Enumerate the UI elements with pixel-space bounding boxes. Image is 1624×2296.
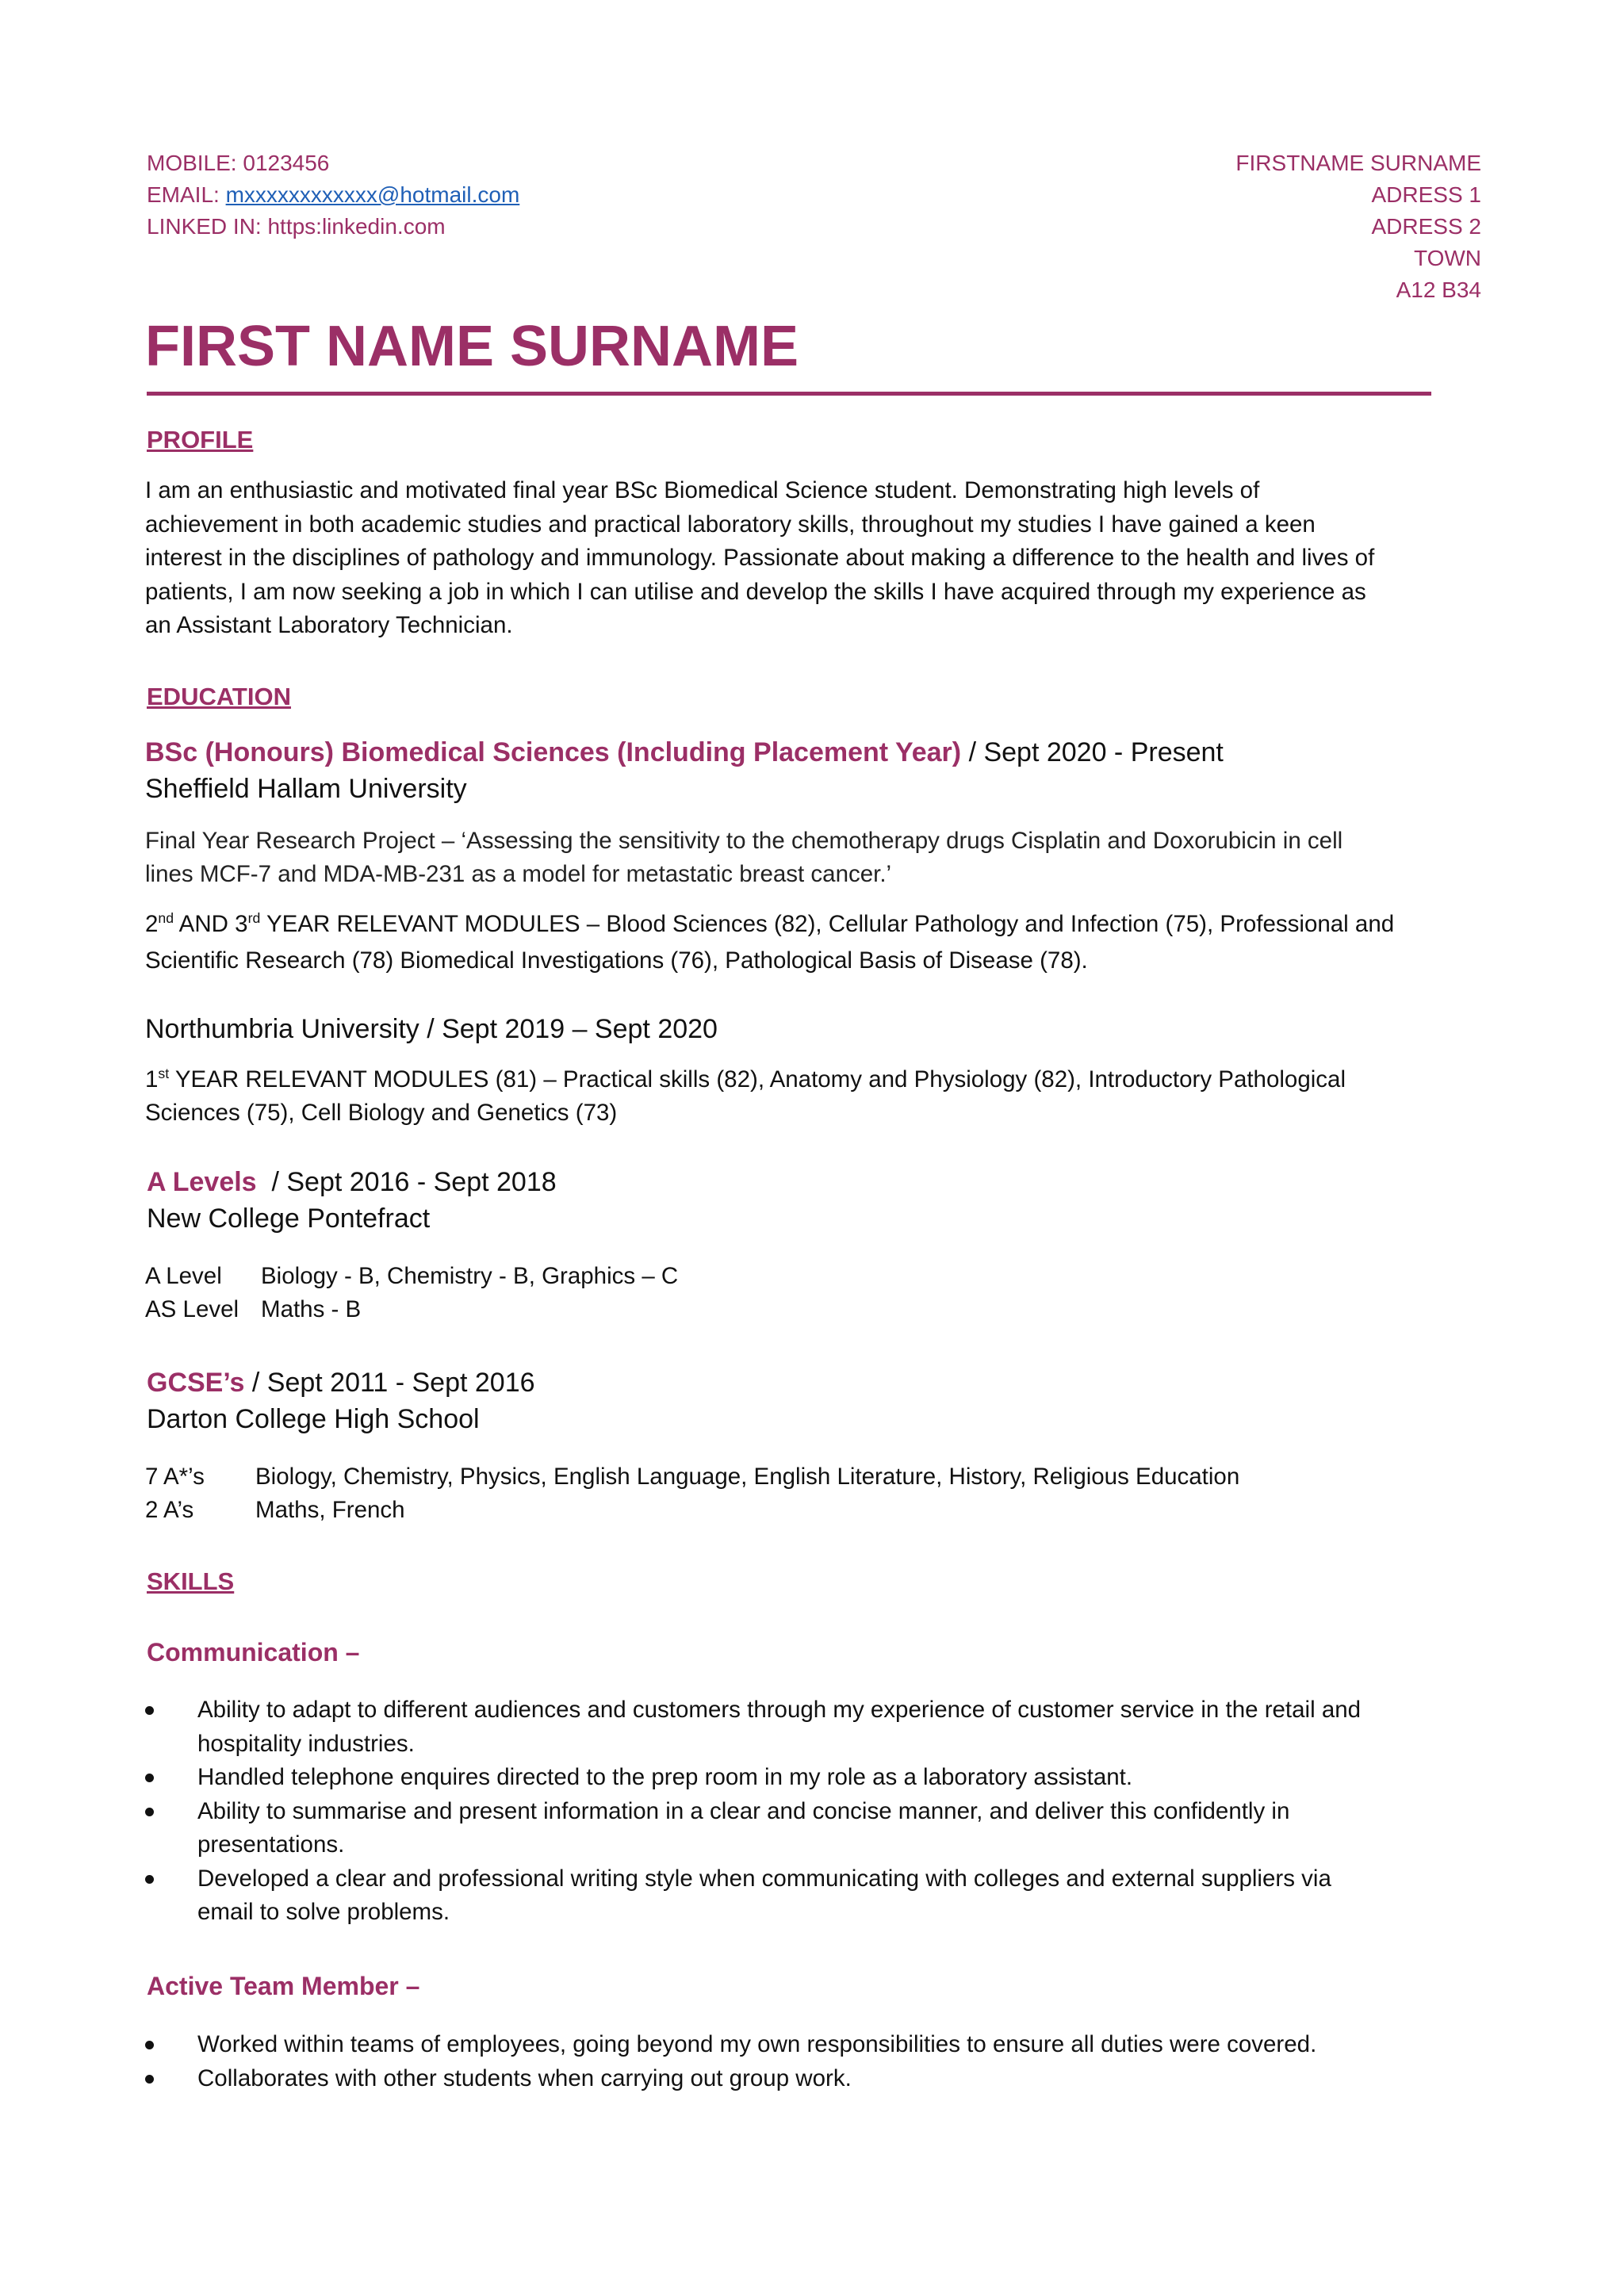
- list-item-text: hospitality industries.: [197, 1730, 415, 1757]
- list-item-text: Handled telephone enquires directed to the prep room in my role as a laboratory assistant.: [197, 1764, 1133, 1790]
- profile-line: I am an enthusiastic and motivated final year BSc Biomedical Science student. Demonstrating high levels of: [145, 477, 1260, 503]
- team-member-list: [145, 2028, 1493, 2095]
- modules-year-num: AND 3: [174, 911, 248, 937]
- list-item: [145, 2062, 1493, 2096]
- degree-title: [145, 734, 1224, 771]
- list-item-text: Collaborates with other students when carrying out group work.: [197, 2064, 852, 2091]
- skills-heading: SKILLS: [147, 1567, 235, 1595]
- bullet-icon: [145, 1706, 154, 1715]
- grade-row: [145, 1293, 362, 1326]
- contact-details: [147, 147, 519, 243]
- profile-text: [145, 474, 1493, 643]
- first-year-modules: [145, 1063, 1493, 1130]
- profile-line: an Assistant Laboratory Technician.: [145, 612, 513, 638]
- list-item-text: presentations.: [197, 1831, 345, 1858]
- team-member-subheading: Active Team Member –: [147, 1972, 420, 2000]
- degree-institution: Sheffield Hallam University: [145, 774, 467, 804]
- email-label: EMAIL:: [147, 182, 226, 207]
- degree-dates: / Sept 2020 - Present: [961, 737, 1224, 767]
- bullet-icon: [145, 1774, 154, 1782]
- list-item: [145, 1862, 1493, 1930]
- research-project: [145, 825, 1493, 891]
- modules-line: [145, 906, 1493, 943]
- modules-year-suffix: nd: [158, 910, 174, 927]
- grade-row: [145, 1460, 1240, 1494]
- grade-level: 7 A*’s: [145, 1464, 205, 1490]
- profile-line: achievement in both academic studies and practical laboratory skills, throughout my studies I have gained a keen: [145, 511, 1316, 538]
- list-item-text: Ability to adapt to different audiences and customers through my experience of customer service in the retail and: [197, 1697, 1362, 1723]
- alevels-title: [147, 1164, 557, 1200]
- degree-qualification: BSc (Honours) Biomedical Sciences (Including Placement Year): [145, 737, 962, 767]
- gcse-dates: / Sept 2011 - Sept 2016: [244, 1368, 535, 1398]
- grade-row: [145, 1260, 679, 1293]
- gcse-qualification: GCSE’s: [147, 1368, 245, 1398]
- list-item: [145, 1761, 1493, 1795]
- bullet-icon: [145, 2075, 154, 2084]
- linkedin-line: LINKED IN: https:linkedin.com: [147, 214, 446, 239]
- list-item-text: Developed a clear and professional writing style when communicating with colleges and external suppliers via: [197, 1865, 1331, 1892]
- communication-subheading: Communication –: [147, 1638, 360, 1667]
- education-heading: EDUCATION: [147, 683, 291, 710]
- grade-subjects: Biology - B, Chemistry - B, Graphics – C: [261, 1263, 679, 1289]
- grade-row: [145, 1494, 405, 1527]
- bullet-icon: [145, 1875, 154, 1884]
- modules-text: YEAR RELEVANT MODULES (81) – Practical skills (82), Anatomy and Physiology (82), Introductory Pathological: [169, 1066, 1346, 1093]
- modules-year-suffix: st: [158, 1066, 170, 1082]
- modules-text: YEAR RELEVANT MODULES – Blood Sciences (82), Cellular Pathology and Infection (75), Professional and: [260, 911, 1395, 937]
- bullet-icon: [145, 2041, 154, 2049]
- address-postcode: A12 B34: [1396, 277, 1481, 302]
- list-item-text: Worked within teams of employees, going beyond my own responsibilities to ensure all duties were covered.: [197, 2031, 1317, 2057]
- list-item: [145, 1795, 1493, 1862]
- address-line-2: ADRESS 2: [1371, 214, 1481, 239]
- grade-subjects: Maths - B: [261, 1296, 362, 1322]
- grade-level: AS Level: [145, 1296, 239, 1322]
- modules-line: [145, 1063, 1493, 1096]
- grade-level: 2 A’s: [145, 1497, 194, 1523]
- profile-line: patients, I am now seeking a job in which I can utilise and develop the skills I have acquired through my experience as: [145, 578, 1366, 605]
- grade-subjects: Maths, French: [255, 1497, 405, 1523]
- cv-name-title: FIRST NAME SURNAME: [145, 315, 799, 378]
- gcse-title: [147, 1364, 535, 1401]
- list-item: [145, 2028, 1493, 2062]
- profile-line: interest in the disciplines of pathology and immunology. Passionate about making a difference to the health and lives of: [145, 545, 1375, 571]
- email-line: [147, 179, 519, 211]
- modules-line: Sciences (75), Cell Biology and Genetics (73): [145, 1100, 618, 1126]
- alevels-institution: New College Pontefract: [147, 1203, 431, 1234]
- degree-modules: [145, 906, 1493, 979]
- postal-address: [1235, 147, 1481, 306]
- modules-year-num: 2: [145, 911, 159, 937]
- list-item: [145, 1693, 1493, 1761]
- address-line-1: ADRESS 1: [1371, 182, 1481, 207]
- bullet-icon: [145, 1808, 154, 1816]
- address-town: TOWN: [1413, 246, 1481, 270]
- gcse-institution: Darton College High School: [147, 1404, 480, 1434]
- research-line: lines MCF-7 and MDA-MB-231 as a model for metastatic breast cancer.’: [145, 861, 892, 887]
- modules-year-num: 1: [145, 1066, 159, 1093]
- list-item-text: email to solve problems.: [197, 1899, 450, 1925]
- email-link[interactable]: mxxxxxxxxxxxx@hotmail.com: [225, 182, 520, 207]
- modules-line: Scientific Research (78) Biomedical Investigations (76), Pathological Basis of Disease (78).: [145, 947, 1088, 974]
- address-name: FIRSTNAME SURNAME: [1235, 151, 1481, 175]
- modules-year-suffix: rd: [247, 910, 261, 927]
- profile-heading: PROFILE: [147, 426, 254, 453]
- communication-list: [145, 1693, 1493, 1930]
- grade-subjects: Biology, Chemistry, Physics, English Language, English Literature, History, Religious Education: [255, 1464, 1240, 1490]
- first-year-institution: Northumbria University / Sept 2019 – Sept 2020: [145, 1014, 718, 1044]
- alevels-qualification: A Levels: [147, 1167, 257, 1197]
- list-item-text: Ability to summarise and present information in a clear and concise manner, and deliver this confidently in: [197, 1797, 1290, 1824]
- title-divider: [147, 392, 1431, 396]
- research-line: Final Year Research Project – ‘Assessing the sensitivity to the chemotherapy drugs Cisplatin and Doxorubicin in cell: [145, 828, 1343, 854]
- alevels-dates: / Sept 2016 - Sept 2018: [256, 1167, 557, 1197]
- mobile-number: MOBILE: 0123456: [147, 151, 330, 175]
- grade-level: A Level: [145, 1263, 222, 1289]
